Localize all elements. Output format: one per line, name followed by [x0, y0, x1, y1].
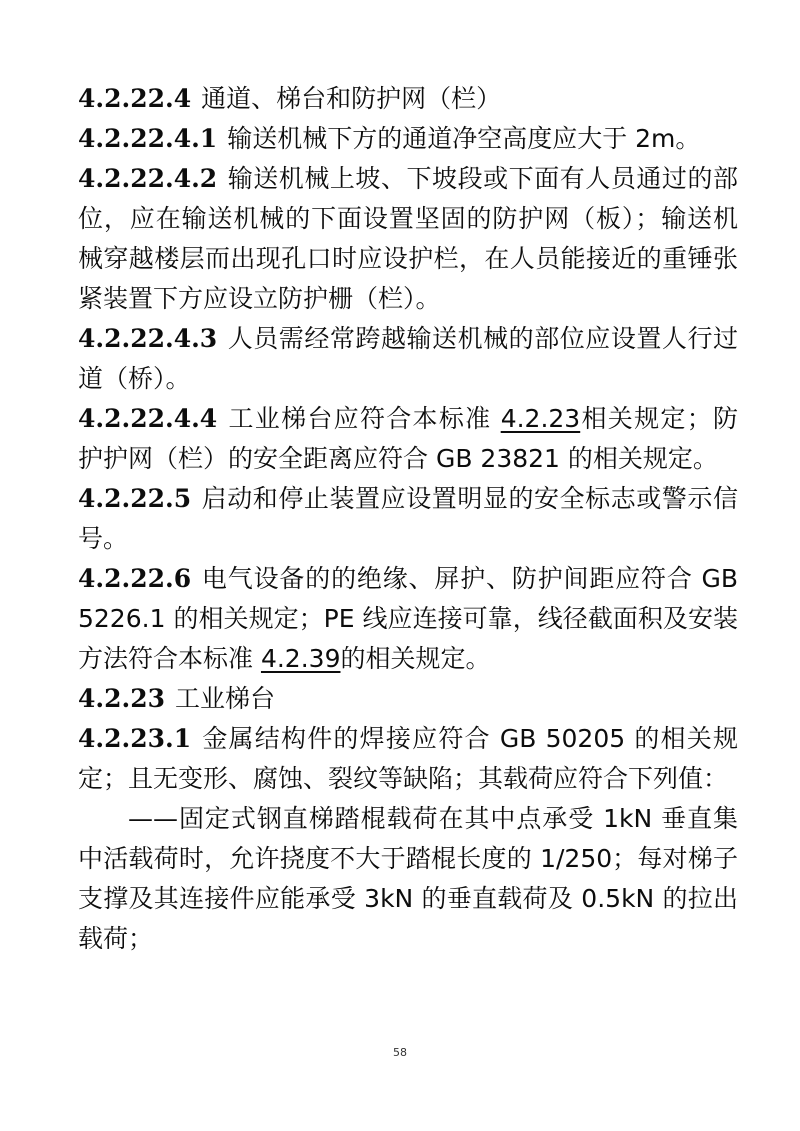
- list-item-steel-ladder: [78, 799, 738, 959]
- clause-text: 的相关规定。: [340, 644, 491, 673]
- clause-4-2-23: [78, 679, 738, 719]
- clause-text: 电气设备的的绝缘、屏护、防护间距应符合 GB 5226.1 的相关规定；PE 线应连接可靠，线径截面积及安装方法符合本标准: [78, 564, 738, 673]
- clause-4-2-22-6: [78, 559, 738, 679]
- page-number: 58: [393, 1046, 407, 1059]
- clause-number: 4.2.22.4.2: [78, 164, 218, 193]
- clause-text: 金属结构件的焊接应符合 GB 50205 的相关规定；且无变形、腐蚀、裂纹等缺陷；其载荷应符合下列值：: [78, 724, 738, 793]
- clause-text: 人员需经常跨越输送机械的部位应设置人行过道（桥）。: [78, 324, 738, 393]
- clause-4-2-23-1: [78, 719, 738, 799]
- clause-4-2-22-4-4: [78, 399, 738, 479]
- clause-number: 4.2.22.4.3: [78, 324, 218, 353]
- clause-number: 4.2.22.4: [78, 84, 192, 113]
- reference-link-4-2-39[interactable]: 4.2.39: [260, 644, 341, 673]
- clause-text: 通道、梯台和防护网（栏）: [201, 84, 502, 113]
- clause-number: 4.2.22.5: [78, 484, 192, 513]
- list-item-text: ——固定式钢直梯踏棍载荷在其中点承受 1kN 垂直集中活载荷时，允许挠度不大于踏棍长度的 1/250；每对梯子支撑及其连接件应能承受 3kN 的垂直载荷及 0.5kN 的拉出载荷；: [78, 804, 738, 953]
- clause-number: 4.2.22.4.4: [78, 404, 218, 433]
- clause-text: 启动和停止装置应设置明显的安全标志或警示信号。: [78, 484, 738, 553]
- clause-4-2-22-4-3: [78, 319, 738, 399]
- document-body: [78, 79, 738, 959]
- clause-number: 4.2.23: [78, 684, 165, 713]
- reference-link-4-2-23[interactable]: 4.2.23: [500, 404, 581, 433]
- clause-4-2-22-4-1: [78, 119, 738, 159]
- clause-number: 4.2.23.1: [78, 724, 192, 753]
- clause-text: 输送机械上坡、下坡段或下面有人员通过的部位，应在输送机械的下面设置坚固的防护网（板）；输送机械穿越楼层而出现孔口时应设护栏，在人员能接近的重锤张紧装置下方应设立防护栅（栏）。: [78, 164, 738, 313]
- clause-text: 输送机械下方的通道净空高度应大于 2m。: [227, 124, 701, 153]
- clause-text: 工业梯台: [175, 684, 276, 713]
- clause-text: 工业梯台应符合本标准: [227, 404, 501, 433]
- clause-4-2-22-4-2: [78, 159, 738, 319]
- clause-number: 4.2.22.6: [78, 564, 192, 593]
- clause-4-2-22-4: [78, 79, 738, 119]
- clause-4-2-22-5: [78, 479, 738, 559]
- clause-number: 4.2.22.4.1: [78, 124, 218, 153]
- clause-text: 相关规定；防护护网（栏）的安全距离应符合 GB 23821 的相关规定。: [78, 404, 738, 473]
